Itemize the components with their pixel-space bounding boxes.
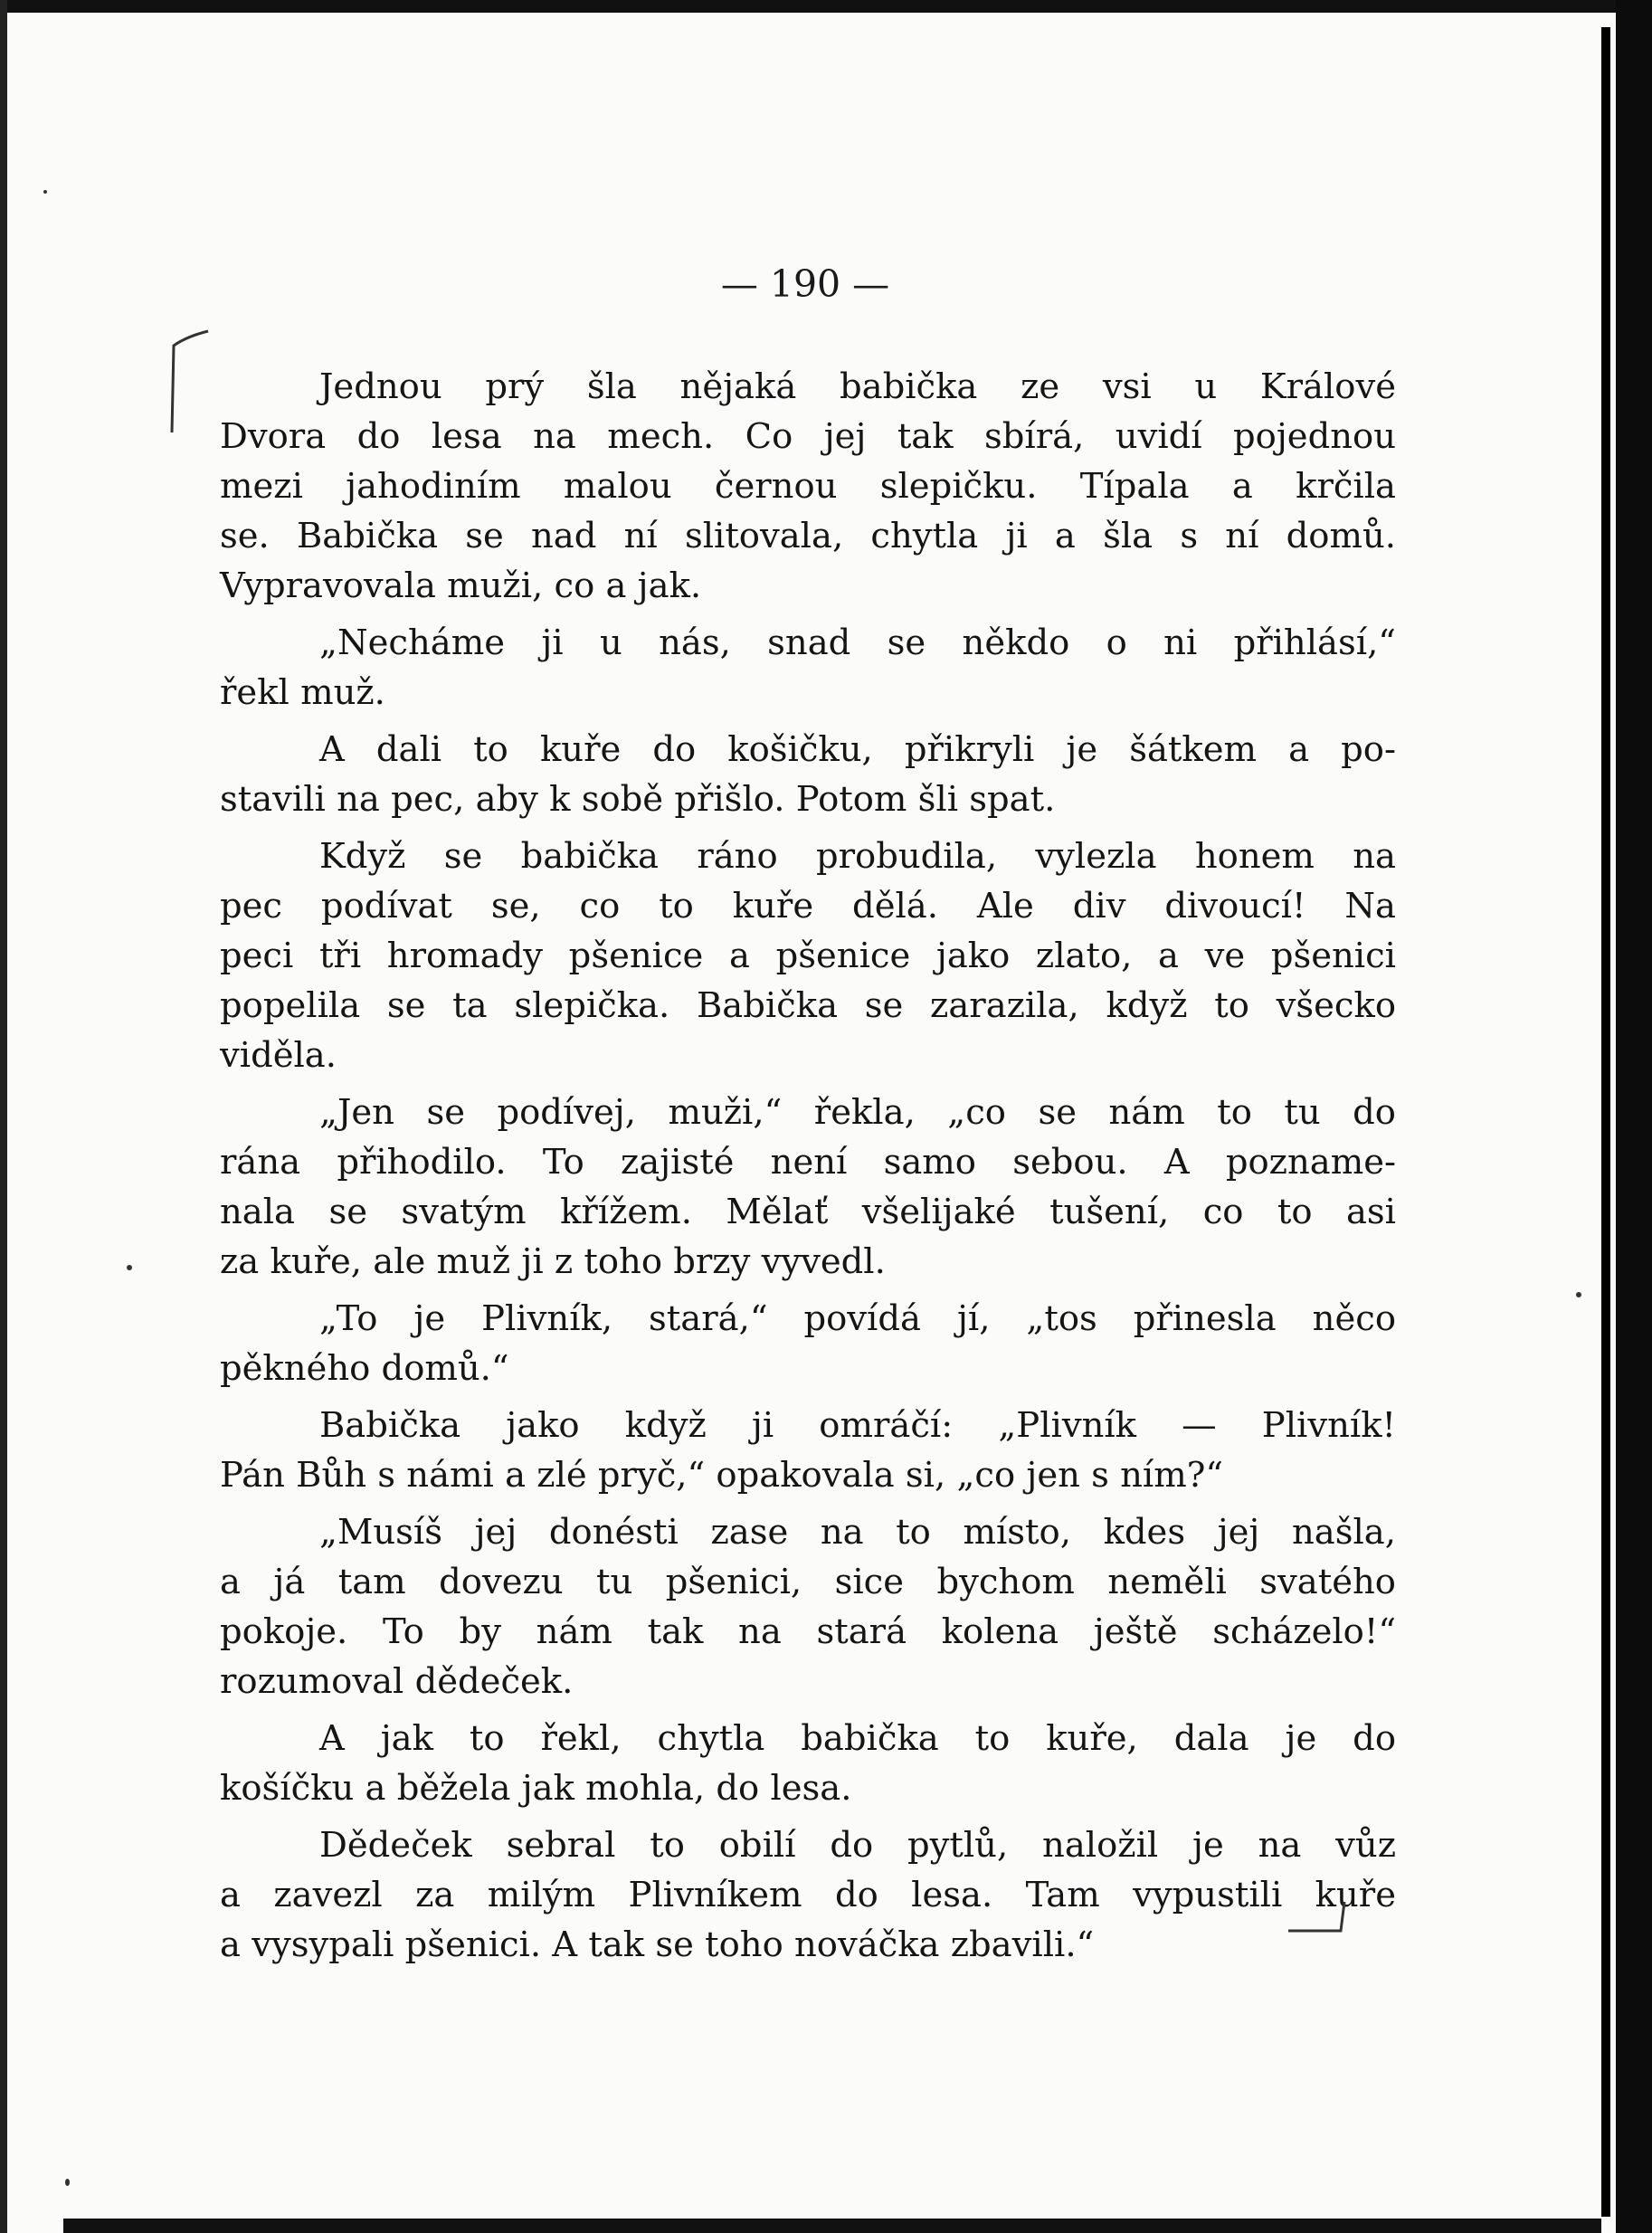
paragraph	[220, 1714, 1396, 1813]
paragraph	[220, 725, 1396, 824]
text-line: Dědeček sebral to obilí do pytlů, naložil je na vůz	[319, 1825, 1396, 1866]
text-line: Dvora do lesa na mech. Co jej tak sbírá, uvidí pojednou	[220, 416, 1396, 457]
text-line: za kuře, ale muž ji z toho brzy vyvedl.	[220, 1241, 886, 1282]
text-line: a já tam dovezu tu pšenici, sice bychom neměli svatého	[220, 1562, 1396, 1602]
text-line: viděla.	[220, 1035, 337, 1076]
text-line: pěkného domů.“	[220, 1348, 509, 1389]
pencil-bracket-close-mark	[1285, 1898, 1348, 1934]
scan-border-top	[0, 0, 1652, 13]
text-line: nala se svatým křížem. Mělať všelijaké tušení, co to asi	[220, 1192, 1396, 1232]
scan-speck	[43, 190, 47, 194]
paragraph	[220, 618, 1396, 717]
text-line: „Necháme ji u nás, snad se někdo o ni přihlásí,“	[319, 622, 1396, 663]
text-line: peci tři hromady pšenice a pšenice jako zlato, a ve pšenici	[220, 936, 1396, 976]
paragraph	[220, 1507, 1396, 1706]
paragraph	[220, 1401, 1396, 1500]
pencil-bracket-open-mark	[168, 326, 214, 434]
text-line: Vypravovala muži, co a jak.	[220, 565, 702, 606]
scan-border-right	[1616, 0, 1652, 2233]
text-line: A dali to kuře do košičku, přikryli je šátkem a po-	[319, 729, 1396, 770]
paragraph	[220, 362, 1396, 611]
text-line: A jak to řekl, chytla babička to kuře, dala je do	[319, 1718, 1396, 1759]
text-line: stavili na pec, aby k sobě přišlo. Potom šli spat.	[220, 779, 1056, 820]
text-line: pokoje. To by nám tak na stará kolena ještě scházelo!“	[220, 1611, 1396, 1652]
paragraph	[220, 1294, 1396, 1393]
paragraph	[220, 831, 1396, 1080]
text-line: pec podívat se, co to kuře dělá. Ale div divoucí! Na	[220, 886, 1396, 926]
text-line: a vysypali pšenici. A tak se toho nováčka zbavili.“	[220, 1924, 1095, 1965]
scan-speck	[127, 1265, 132, 1270]
text-line: košíčku a běžela jak mohla, do lesa.	[220, 1768, 852, 1809]
text-line: se. Babička se nad ní slitovala, chytla ji a šla s ní domů.	[220, 516, 1396, 556]
text-line: Když se babička ráno probudila, vylezla honem na	[319, 836, 1396, 877]
text-line: rána přihodilo. To zajisté není samo sebou. A pozname-	[220, 1142, 1396, 1183]
text-line: popelila se ta slepička. Babička se zarazila, když to všecko	[220, 985, 1396, 1026]
text-line: „Jen se podívej, muži,“ řekla, „co se nám to tu do	[319, 1092, 1396, 1133]
scan-border-bottom	[63, 2219, 1601, 2233]
text-line: „To je Plivník, stará,“ povídá jí, „tos přinesla něco	[319, 1298, 1396, 1339]
scan-border-left	[0, 0, 7, 2233]
page-number: — 190 —	[720, 262, 890, 306]
scan-speck	[1576, 1292, 1581, 1297]
text-line: řekl muž.	[220, 672, 385, 713]
text-line: Babička jako když ji omráčí: „Plivník — Plivník!	[319, 1405, 1396, 1446]
text-line: „Musíš jej donésti zase na to místo, kdes jej našla,	[319, 1512, 1396, 1553]
scan-border-right-inner	[1601, 27, 1610, 2217]
scan-speck	[65, 2179, 70, 2186]
paragraph	[220, 1820, 1396, 1970]
paragraph	[220, 1088, 1396, 1287]
text-line: mezi jahodiním malou černou slepičku. Típala a krčila	[220, 466, 1396, 507]
text-line: Jednou prý šla nějaká babička ze vsi u Králové	[319, 366, 1396, 407]
text-line: Pán Bůh s námi a zlé pryč,“ opakovala si, „co jen s ním?“	[220, 1455, 1224, 1496]
body-text	[220, 362, 1396, 1970]
text-line: a zavezl za milým Plivníkem do lesa. Tam vypustili kuře	[220, 1875, 1396, 1915]
text-line: rozumoval dědeček.	[220, 1661, 574, 1702]
